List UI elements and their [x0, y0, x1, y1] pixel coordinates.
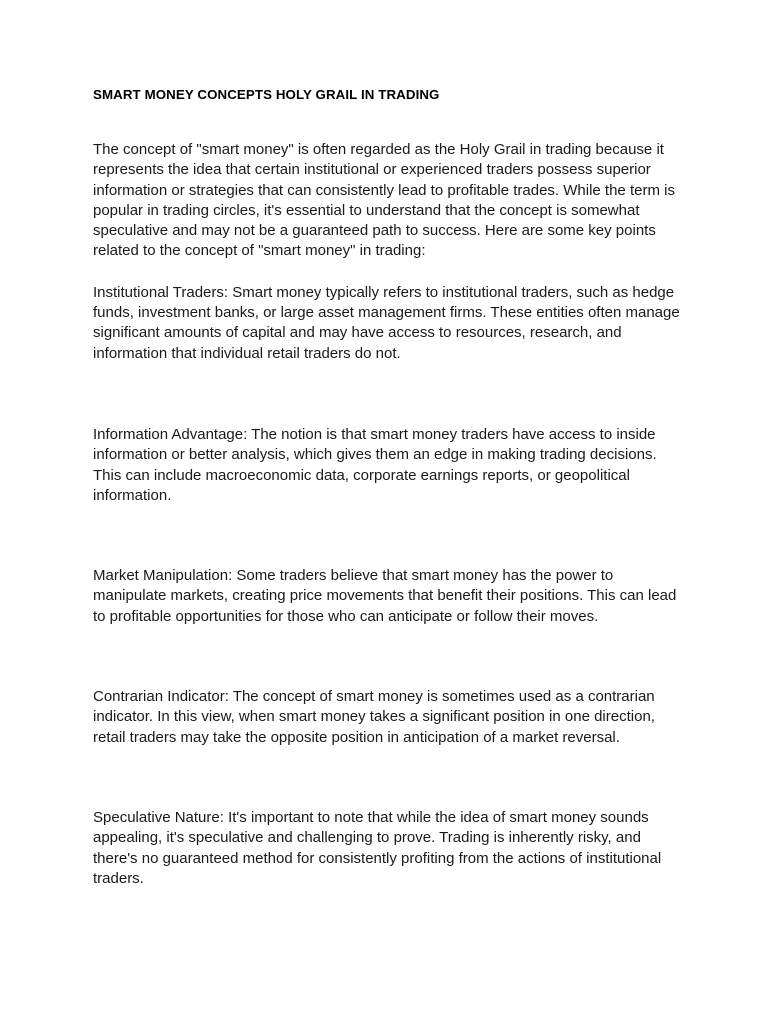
information-advantage-paragraph: Information Advantage: The notion is that smart money traders have access to inside information or better analysis, which gives them an edge in making trading decisions. This can include macroeconomic data, corporate earnings reports, or geopolitical information. — [93, 425, 657, 504]
institutional-traders-paragraph: Institutional Traders: Smart money typically refers to institutional traders, such as hedge funds, investment banks, or large asset management firms. These entities often manage significant amounts of capital and may have access to resources, research, and information that individual retail traders do not. — [93, 283, 680, 362]
document-title: SMART MONEY CONCEPTS HOLY GRAIL IN TRADING — [93, 87, 440, 102]
market-manipulation-paragraph: Market Manipulation: Some traders believe that smart money has the power to manipulate markets, creating price movements that benefit their positions. This can lead to profitable opportunities for those who can anticipate or follow their moves. — [93, 567, 677, 625]
contrarian-indicator-paragraph: Contrarian Indicator: The concept of smart money is sometimes used as a contrarian indicator. In this view, when smart money takes a significant position in one direction, retail traders may take the opposite position in anticipation of a market reversal. — [93, 688, 655, 746]
document-body — [93, 86, 685, 889]
speculative-nature-paragraph: Speculative Nature: It's important to note that while the idea of smart money sounds appealing, it's speculative and challenging to prove. Trading is inherently risky, and there's no guaranteed method for consistently profiting from the actions of institutional traders. — [93, 808, 662, 887]
intro-paragraph: The concept of "smart money" is often regarded as the Holy Grail in trading because it represents the idea that certain institutional or experienced traders possess superior information or strategies that can consistently lead to profitable trades. While the term is popular in trading circles, it's essential to understand that the concept is somewhat speculative and may not be a guaranteed path to success. Here are some key points related to the concept of "smart money" in trading: — [93, 141, 675, 260]
